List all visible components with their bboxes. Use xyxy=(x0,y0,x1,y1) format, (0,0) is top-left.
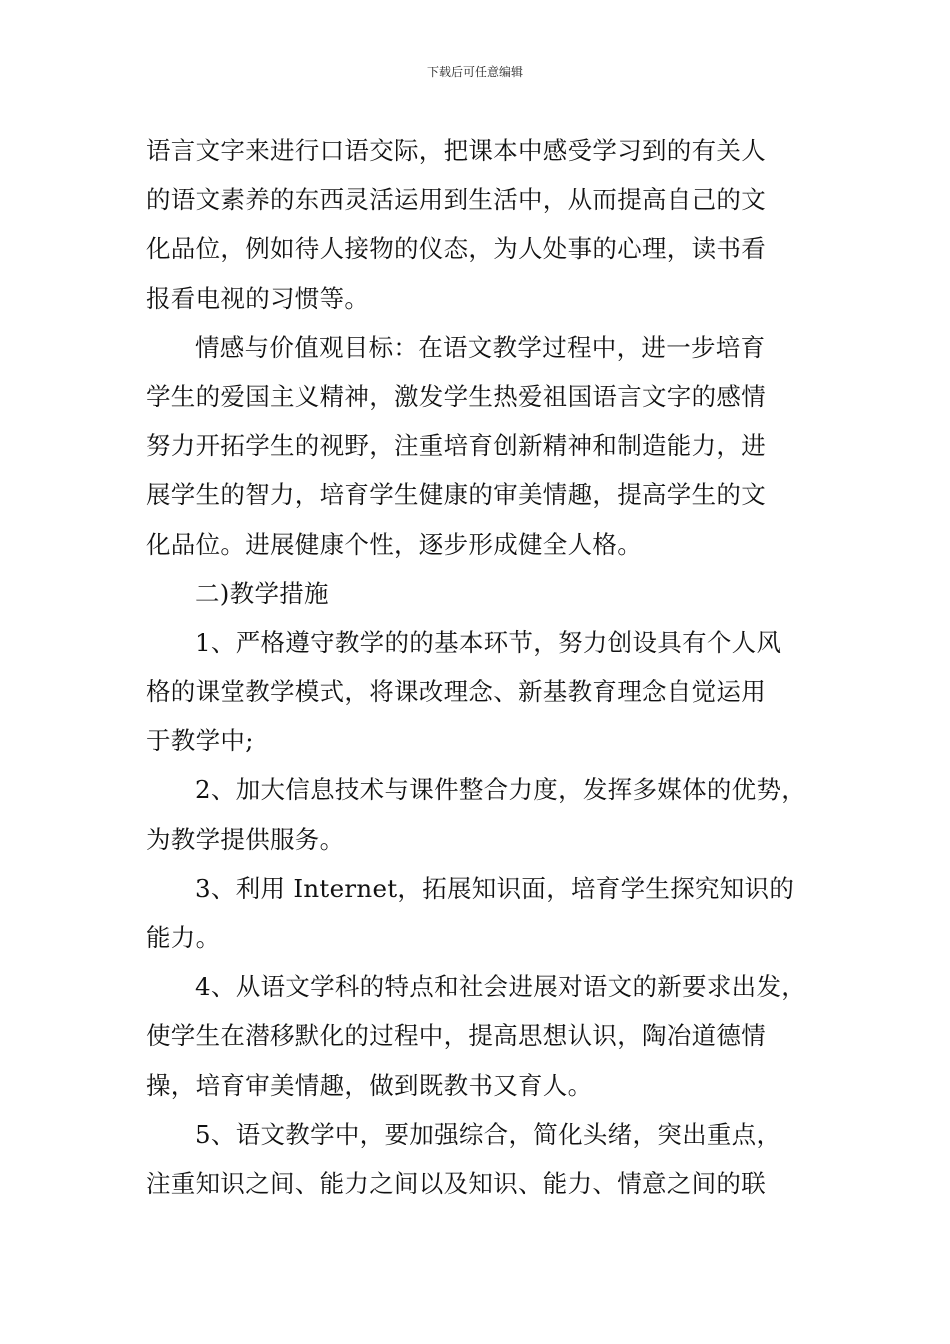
text-line: 4、从语文学科的特点和社会进展对语文的新要求出发， xyxy=(195,972,807,1002)
text-line: 3、利用 Internet，拓展知识面，培育学生探究知识的 xyxy=(195,873,795,903)
text-line: 展学生的智力，培育学生健康的审美情趣，提高学生的文 xyxy=(146,480,766,510)
text-line: 5、语文教学中，要加强综合，简化头绪，突出重点， xyxy=(195,1119,782,1149)
text-line: 化品位，例如待人接物的仪态，为人处事的心理，读书看 xyxy=(146,234,766,264)
text-line: 努力开拓学生的视野，注重培育创新精神和制造能力，进 xyxy=(146,431,766,461)
text-line: 于教学中; xyxy=(146,726,254,756)
text-line: 的语文素养的东西灵活运用到生活中，从而提高自己的文 xyxy=(146,185,766,215)
text-line: 情感与价值观目标：在语文教学过程中，进一步培育 xyxy=(195,332,766,362)
page-header: 下载后可任意编辑 xyxy=(426,65,523,79)
text-line: 报看电视的习惯等。 xyxy=(146,283,370,313)
text-line: 1、严格遵守教学的的基本环节，努力创设具有个人风 xyxy=(195,627,782,657)
text-line: 操，培育审美情趣，做到既教书又育人。 xyxy=(146,1070,593,1100)
document-body xyxy=(146,126,818,1208)
text-line: 注重知识之间、能力之间以及知识、能力、情意之间的联 xyxy=(146,1168,766,1198)
text-line: 使学生在潜移默化的过程中，提高思想认识，陶冶道德情 xyxy=(146,1021,766,1051)
text-line: 格的课堂教学模式，将课改理念、新基教育理念自觉运用 xyxy=(146,677,766,707)
text-line: 2、加大信息技术与课件整合力度，发挥多媒体的优势， xyxy=(195,775,807,805)
text-line: 能力。 xyxy=(146,923,221,952)
text-line: 为教学提供服务。 xyxy=(146,824,345,854)
text-line: 二)教学措施 xyxy=(195,578,329,608)
text-line: 化品位。进展健康个性，逐步形成健全人格。 xyxy=(146,529,642,559)
text-line: 语言文字来进行口语交际，把课本中感受学习到的有关人 xyxy=(146,136,766,165)
text-line: 学生的爱国主义精神，激发学生热爱祖国语言文字的感情 xyxy=(146,381,766,411)
